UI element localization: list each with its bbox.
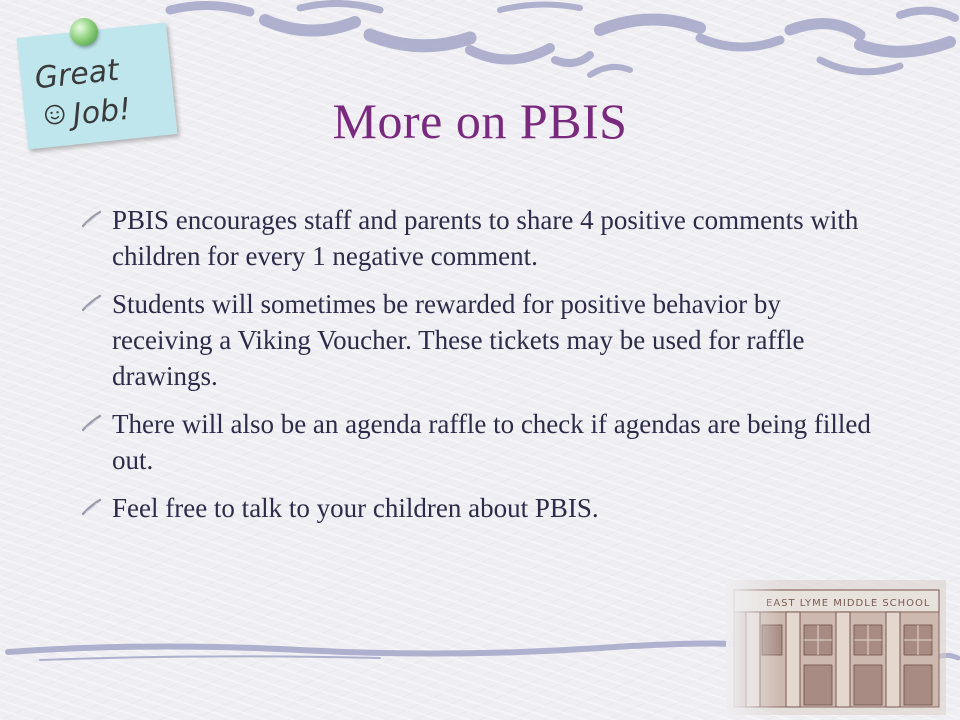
note-line1: Great xyxy=(33,52,121,97)
bullet-item xyxy=(78,286,878,394)
bullet-text: PBIS encourages staff and parents to share 4 positive comments with children for every 1 negative comment. xyxy=(112,205,859,271)
note-line2: Job! xyxy=(71,91,133,133)
school-building-image xyxy=(726,580,946,715)
bullet-text: There will also be an agenda raffle to check if agendas are being filled out. xyxy=(112,409,871,475)
bullet-item xyxy=(78,202,878,274)
bullet-text: Students will sometimes be rewarded for positive behavior by receiving a Viking Voucher. These tickets may be used for raffle drawings. xyxy=(112,289,805,391)
pushpin-icon xyxy=(70,18,98,46)
feather-bullet-icon xyxy=(80,414,102,432)
bullet-item xyxy=(78,490,878,526)
feather-bullet-icon xyxy=(80,498,102,516)
bullet-item xyxy=(78,406,878,478)
bullet-text: Feel free to talk to your children about PBIS. xyxy=(112,493,599,523)
feather-bullet-icon xyxy=(80,210,102,228)
slide-title: More on PBIS xyxy=(332,93,628,149)
feather-bullet-icon xyxy=(80,294,102,312)
bullet-list xyxy=(78,202,878,538)
